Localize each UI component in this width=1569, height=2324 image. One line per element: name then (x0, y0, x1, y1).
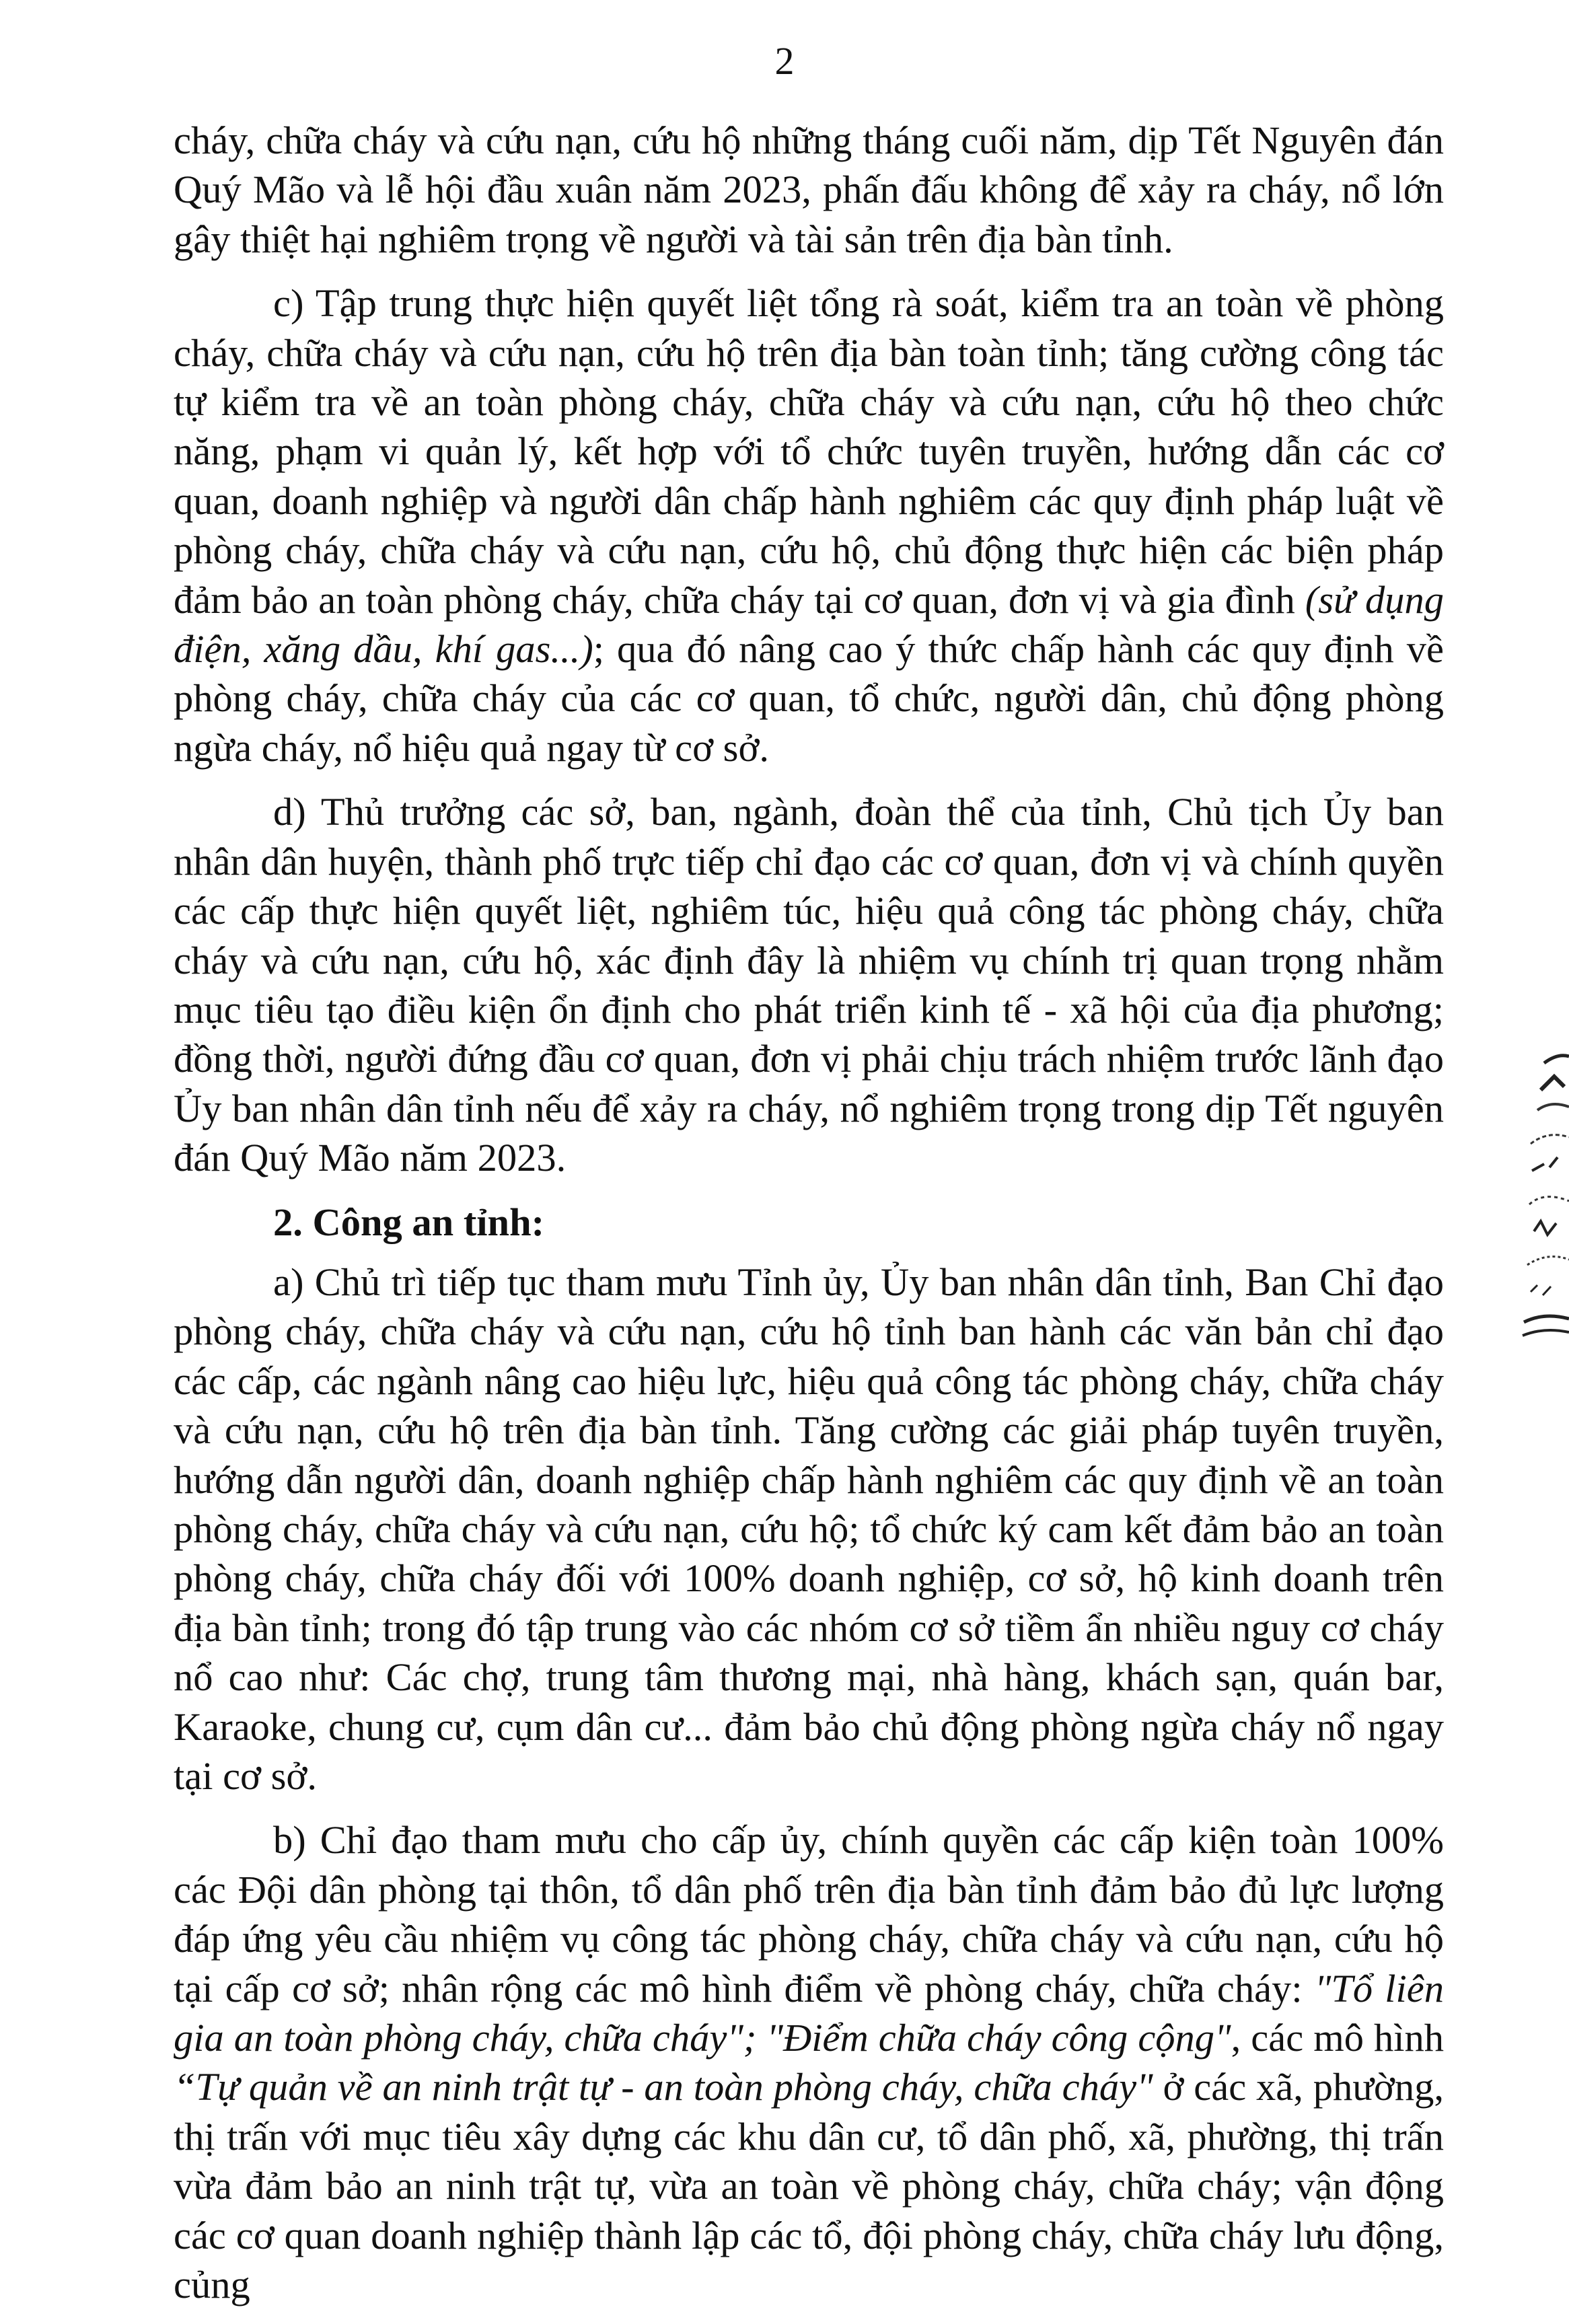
partial-seal-stamp (1517, 1050, 1569, 1373)
paragraph-1c-text-start: c) Tập trung thực hiện quyết liệt tổng rà soát, kiểm tra an toàn về phòng cháy, chữa cháy và cứu nạn, cứu hộ trên địa bàn toàn tỉnh; tăng cường công tác tự kiểm tra về an toàn phòng cháy, chữa cháy và cứu nạn, cứu hộ theo chức năng, phạm vi quản lý, kết hợp với tổ chức tuyên truyền, hướng dẫn các cơ quan, doanh nghiệp và người dân chấp hành nghiêm các quy định pháp luật về phòng cháy, chữa cháy và cứu nạn, cứu hộ, chủ động thực hiện các biện pháp đảm bảo an toàn phòng cháy, chữa cháy tại cơ quan, đơn vị và gia đình (174, 281, 1444, 622)
section-heading-2: 2. Công an tỉnh: (273, 1200, 545, 1244)
paragraph-1c-text-end: ; qua đó nâng cao ý thức chấp hành các quy định về phòng cháy, chữa cháy của các cơ quan, tổ chức, người dân, chủ động phòng ngừa cháy, nổ hiệu quả ngay từ cơ sở. (174, 627, 1444, 770)
paragraph-2b-text-end: ở các xã, phường, thị trấn với mục tiêu xây dựng các khu dân cư, tổ dân phố, xã, phường, thị trấn vừa đảm bảo an ninh trật tự, vừa an toàn về phòng cháy, chữa cháy; vận động các cơ quan doanh nghiệp thành lập các tổ, đội phòng cháy, chữa cháy lưu động, củng (174, 2065, 1444, 2307)
paragraph-1c-italic-note: (sử dụng điện, xăng dầu, khí gas...) (174, 577, 1444, 671)
paragraph-1c (174, 279, 1444, 772)
page-number: 2 (774, 39, 795, 83)
paragraph-2b-text-mid: , các mô hình (1231, 2016, 1444, 2060)
document-body (174, 116, 1444, 2324)
paragraph-2b-italic-models: "Tổ liên gia an toàn phòng cháy, chữa cháy"; "Điểm chữa cháy công cộng" (174, 1966, 1444, 2060)
paragraph-2b-text-start: b) Chỉ đạo tham mưu cho cấp ủy, chính quyền các cấp kiện toàn 100% các Đội dân phòng tại thôn, tổ dân phố trên địa bàn tỉnh đảm bảo đủ lực lượng đáp ứng yêu cầu nhiệm vụ công tác phòng cháy, chữa cháy và cứu nạn, cứu hộ tại cấp cơ sở; nhân rộng các mô hình điểm về phòng cháy, chữa cháy: (174, 1818, 1444, 2010)
paragraph-2b (174, 1815, 1444, 2309)
paragraph-2b-italic-selfmanage: “Tự quản về an ninh trật tự - an toàn phòng cháy, chữa cháy" (174, 2065, 1153, 2109)
paragraph-1d: d) Thủ trưởng các sở, ban, ngành, đoàn thể của tỉnh, Chủ tịch Ủy ban nhân dân huyện, thành phố trực tiếp chỉ đạo các cơ quan, đơn vị và chính quyền các cấp thực hiện quyết liệt, nghiêm túc, hiệu quả công tác phòng cháy, chữa cháy và cứu nạn, cứu hộ, xác định đây là nhiệm vụ chính trị quan trọng nhằm mục tiêu tạo điều kiện ổn định cho phát triển kinh tế - xã hội của địa phương; đồng thời, người đứng đầu cơ quan, đơn vị phải chịu trách nhiệm trước lãnh đạo Ủy ban nhân dân tỉnh nếu để xảy ra cháy, nổ nghiêm trọng trong dịp Tết nguyên đán Quý Mão năm 2023. (174, 790, 1444, 1180)
paragraph-2a: a) Chủ trì tiếp tục tham mưu Tỉnh ủy, Ủy ban nhân dân tỉnh, Ban Chỉ đạo phòng cháy, chữa cháy và cứu nạn, cứu hộ tỉnh ban hành các văn bản chỉ đạo các cấp, các ngành nâng cao hiệu lực, hiệu quả công tác phòng cháy, chữa cháy và cứu nạn, cứu hộ trên địa bàn tỉnh. Tăng cường các giải pháp tuyên truyền, hướng dẫn người dân, doanh nghiệp chấp hành nghiêm các quy định về an toàn phòng cháy, chữa cháy và cứu nạn, cứu hộ; tổ chức ký cam kết đảm bảo an toàn phòng cháy, chữa cháy đối với 100% doanh nghiệp, cơ sở, hộ kinh doanh trên địa bàn tỉnh; trong đó tập trung vào các nhóm cơ sở tiềm ẩn nhiều nguy cơ cháy nổ cao như: Các chợ, trung tâm thương mại, nhà hàng, khách sạn, quán bar, Karaoke, chung cư, cụm dân cư... đảm bảo chủ động phòng ngừa cháy nổ ngay tại cơ sở. (174, 1260, 1444, 1798)
paragraph-continuation: cháy, chữa cháy và cứu nạn, cứu hộ những tháng cuối năm, dịp Tết Nguyên đán Quý Mão và lễ hội đầu xuân năm 2023, phấn đấu không để xảy ra cháy, nổ lớn gây thiệt hại nghiêm trọng về người và tài sản trên địa bàn tỉnh. (174, 118, 1444, 261)
seal-stamp-graphic (1517, 1050, 1569, 1373)
